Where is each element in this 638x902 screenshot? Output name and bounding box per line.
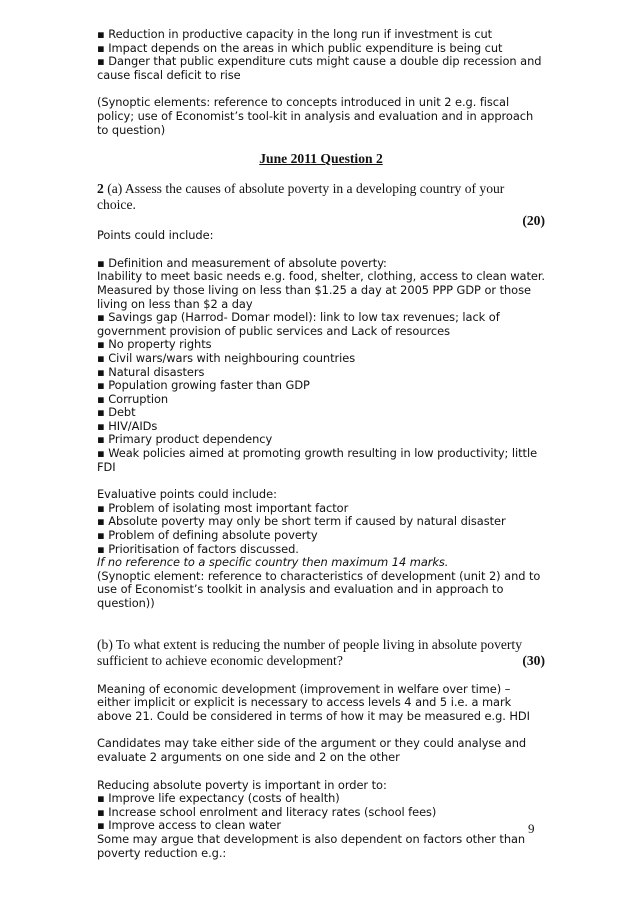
point-item: ▪ Corruption	[97, 391, 169, 406]
eval-item: ▪ Problem of defining absolute poverty	[97, 528, 318, 543]
reducing-item: ▪ Increase school enrolment and literacy rates (school fees)	[97, 804, 437, 819]
point-item: ▪ Natural disasters	[97, 364, 205, 379]
evaluative-points	[97, 488, 545, 610]
synoptic-note-2: (Synoptic element: reference to characteristics of development (unit 2) and to use of Economist’s toolkit in analysis and evaluation and in approach to question))	[97, 568, 541, 610]
eval-item: ▪ Prioritisation of factors discussed.	[97, 541, 299, 556]
max-marks-note: If no reference to a specific country then maximum 14 marks.	[97, 555, 449, 570]
candidates-paragraph: Candidates may take either side of the argument or they could analyse and evaluate 2 arguments on one side and 2 on the other	[97, 736, 527, 764]
points-list	[97, 257, 545, 475]
eval-item: ▪ Problem of isolating most important factor	[97, 500, 349, 515]
section-heading: June 2011 Question 2	[259, 151, 383, 167]
point-item: ▪ Population growing faster than GDP	[97, 378, 310, 393]
reducing-poverty-list	[97, 779, 545, 861]
top-bullet-list	[97, 28, 545, 82]
synoptic-note-1: (Synoptic elements: reference to concepts introduced in unit 2 e.g. fiscal policy; use of Economist’s tool-kit in analysis and evaluation and in approach to question)	[97, 95, 534, 137]
question-b	[97, 637, 545, 669]
points-intro: Points could include:	[97, 228, 214, 243]
point-item: ▪ Definition and measurement of absolute poverty:	[97, 255, 387, 270]
eval-intro: Evaluative points could include:	[97, 487, 277, 502]
question-b-marks: (30)	[522, 652, 545, 668]
point-item: ▪ No property rights	[97, 337, 212, 352]
top-bullet-2: ▪ Impact depends on the areas in which public expenditure is being cut	[97, 40, 503, 55]
page-content	[97, 28, 545, 860]
reducing-item: ▪ Improve life expectancy (costs of health)	[97, 791, 340, 806]
top-bullet-1: ▪ Reduction in productive capacity in the long run if investment is cut	[97, 27, 493, 41]
question-a-text: (a) Assess the causes of absolute poverty in a developing country of your choice.	[97, 181, 505, 213]
reducing-intro: Reducing absolute poverty is important in order to:	[97, 777, 387, 792]
point-item: ▪ HIV/AIDs	[97, 418, 158, 433]
question-b-line-1: (b) To what extent is reducing the number of people living in absolute poverty	[97, 636, 523, 652]
point-item: ▪ Primary product dependency	[97, 432, 273, 447]
page-number: 9	[528, 821, 535, 836]
point-item: ▪ Civil wars/wars with neighbouring countries	[97, 350, 356, 365]
point-item: ▪ Weak policies aimed at promoting growth resulting in low productivity; little FDI	[97, 446, 538, 474]
top-bullet-3: ▪ Danger that public expenditure cuts might cause a double dip recession and cause fiscal deficit to rise	[97, 54, 542, 82]
point-item: Inability to meet basic needs e.g. food, shelter, clothing, access to clean water. Measured by those living on less than $1.25 a day at 2005 PPP GDP or those living on less than $2 a day	[97, 269, 546, 311]
question-a	[97, 181, 545, 213]
point-item: ▪ Savings gap (Harrod- Domar model): link to low tax revenues; lack of government provision of public services and Lack of resources	[97, 310, 500, 338]
eval-item: ▪ Absolute poverty may only be short term if caused by natural disaster	[97, 514, 506, 529]
question-b-line-2: sufficient to achieve economic development?	[97, 652, 343, 668]
question-number: 2	[97, 181, 104, 197]
closing-paragraph: Some may argue that development is also dependent on factors other than poverty reduction e.g.:	[97, 831, 526, 860]
point-item: ▪ Debt	[97, 405, 136, 420]
reducing-item: ▪ Improve access to clean water	[97, 818, 282, 833]
meaning-paragraph: Meaning of economic development (improvement in welfare over time) – either implicit or explicit is necessary to access levels 4 and 5 i.e. a mark above 21. Could be considered in terms of how it may be measured e.g. HDI	[97, 681, 530, 723]
question-a-marks: (20)	[522, 213, 545, 229]
